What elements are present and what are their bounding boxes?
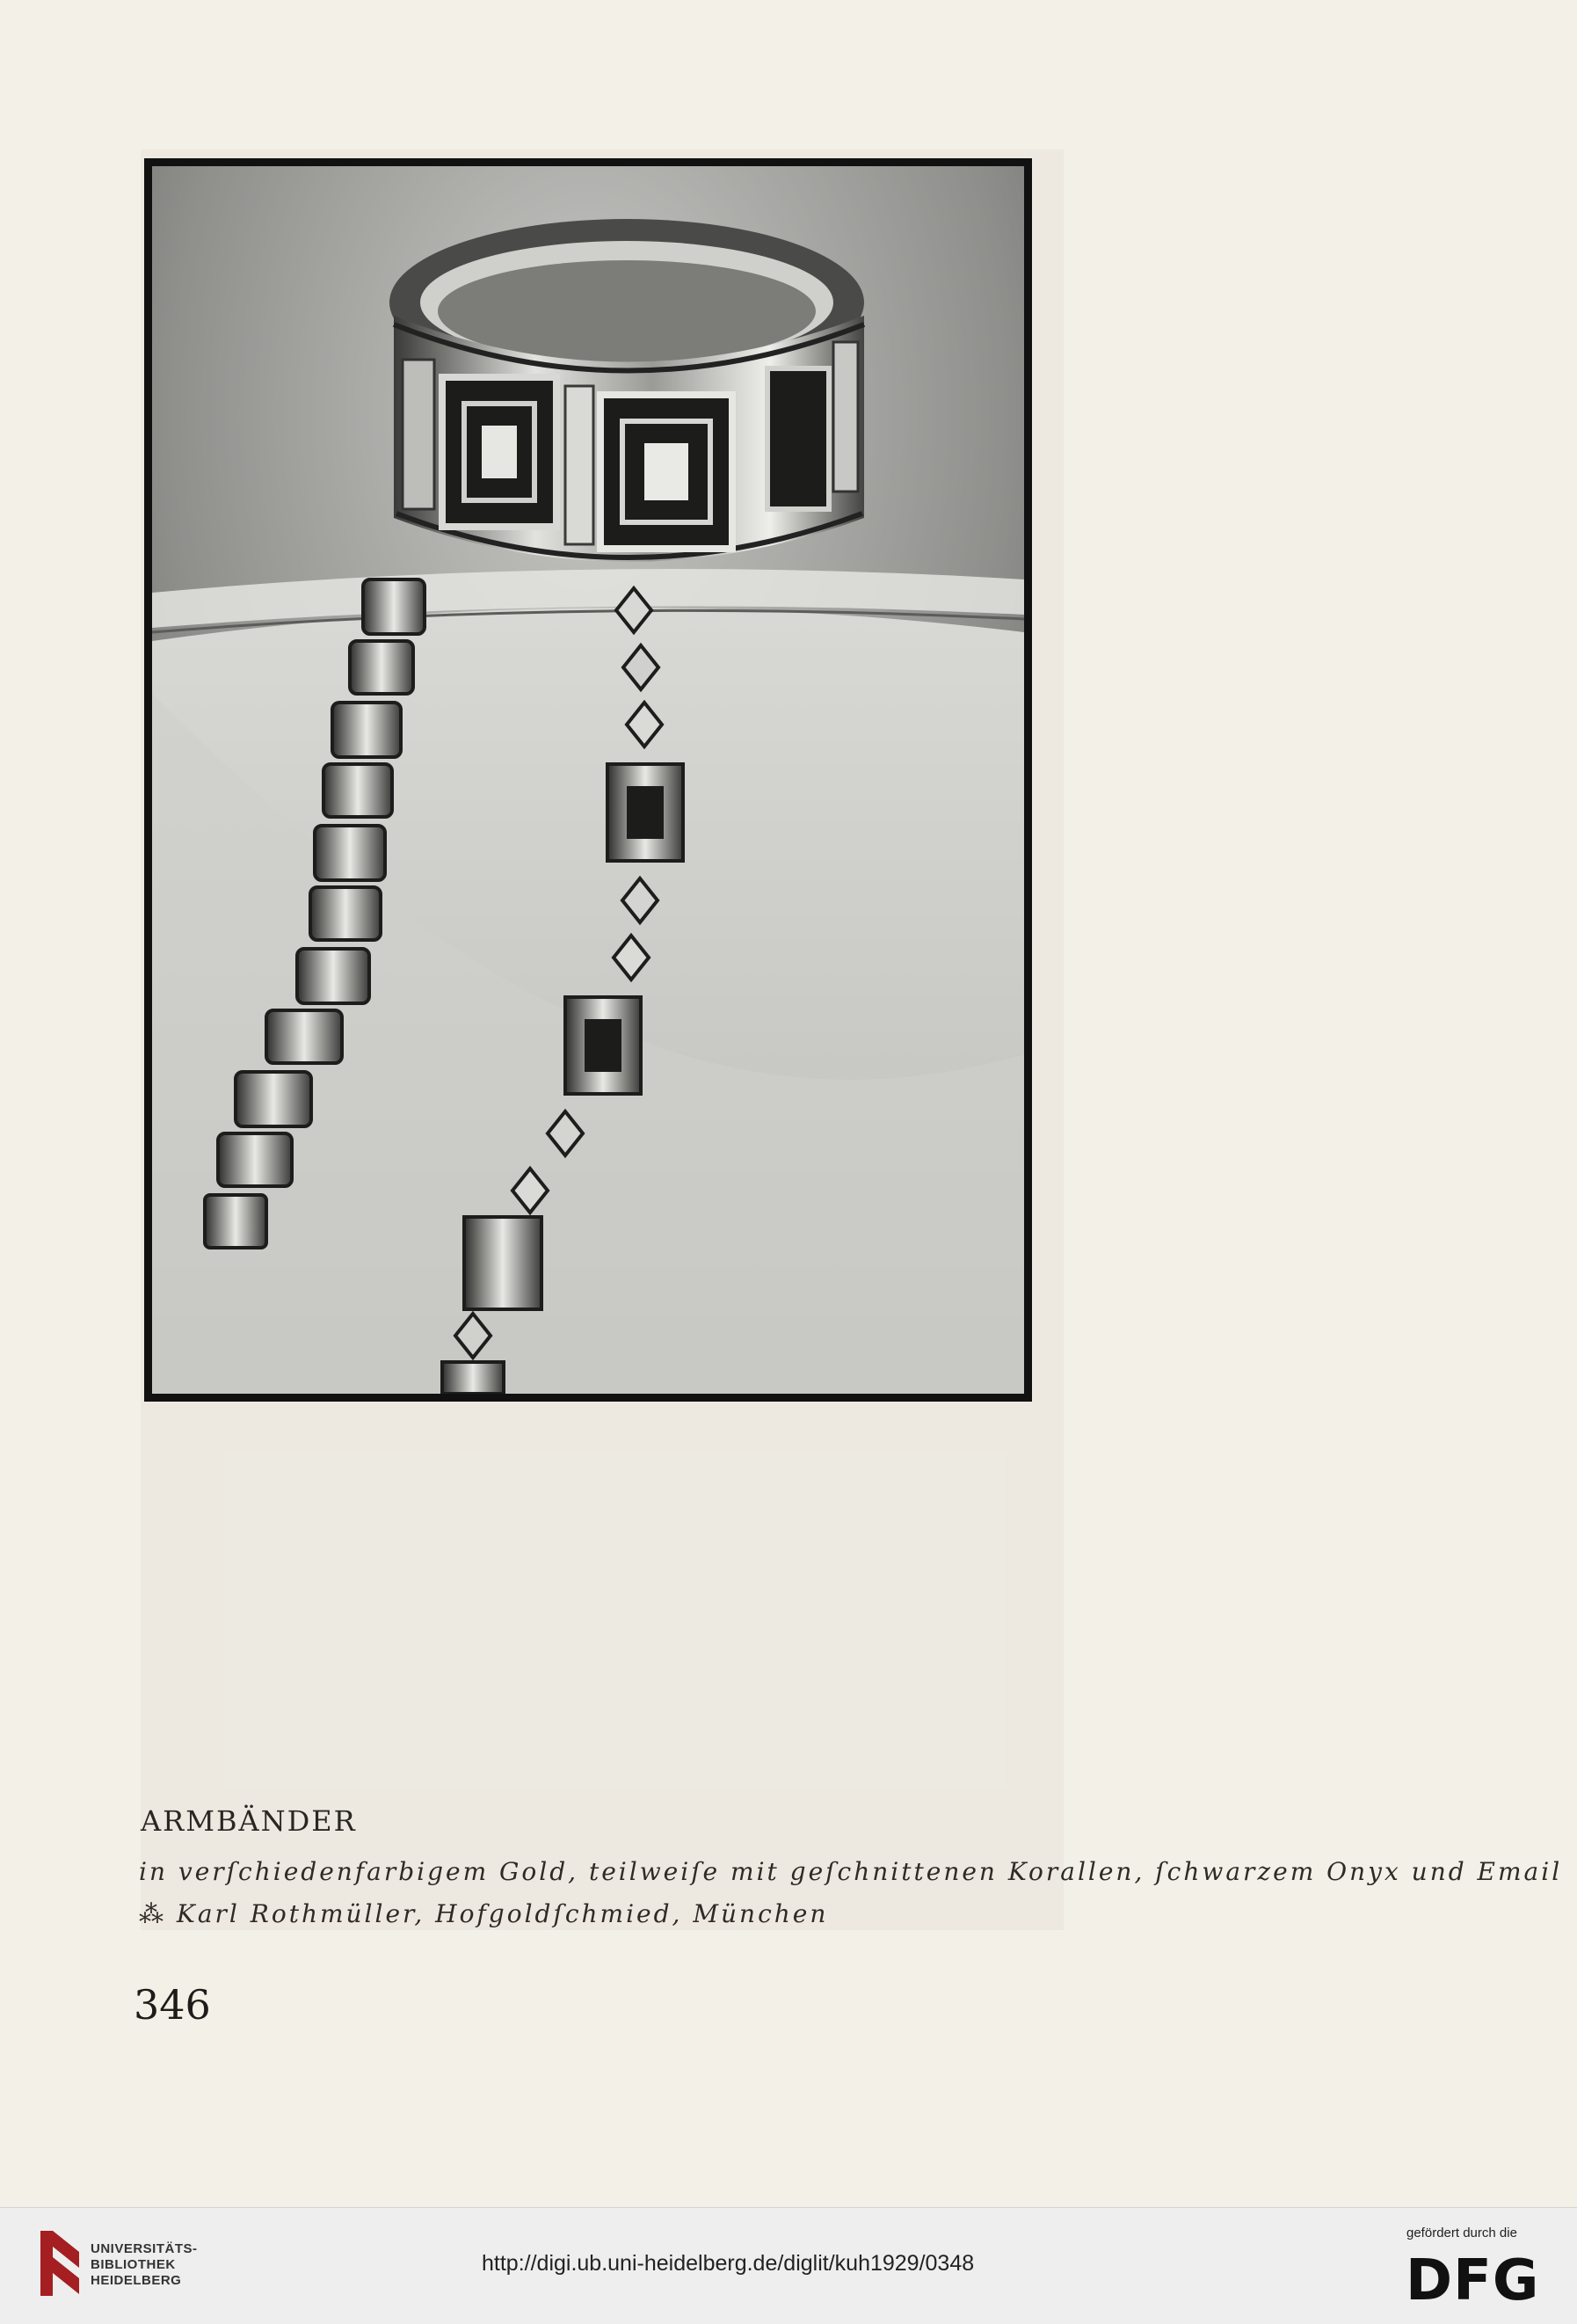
university-library-name[interactable] [91, 2241, 198, 2289]
permalink-url[interactable]: http://digi.ub.uni-heidelberg.de/diglit/kuh1929/0348 [482, 2251, 975, 2276]
dfg-logo[interactable]: DFG [1406, 2248, 1540, 2313]
caption-title: ARMBÄNDER [141, 1804, 357, 1838]
library-name-line-2: BIBLIOTHEK [91, 2257, 176, 2272]
caption-description: in verſchiedenfarbigem Gold, teilweiſe mit geſchnittenen Korallen, ſchwarzem Onyx und Email [139, 1857, 1563, 1886]
funding-note: gefördert durch die [1406, 2226, 1517, 2240]
caption-maker: ⁂ Karl Rothmüller, Hofgoldſchmied, München [139, 1899, 829, 1928]
page-number: 346 [134, 1981, 211, 2029]
bangle [389, 219, 864, 562]
bracelet-photograph [152, 166, 1024, 1394]
library-name-line-1: UNIVERSITÄTS- [91, 2241, 198, 2256]
digitization-footer [0, 2207, 1577, 2324]
photo-frame [144, 158, 1032, 1402]
library-name-line-3: HEIDELBERG [91, 2273, 182, 2288]
university-library-logo-icon[interactable] [35, 2227, 90, 2305]
